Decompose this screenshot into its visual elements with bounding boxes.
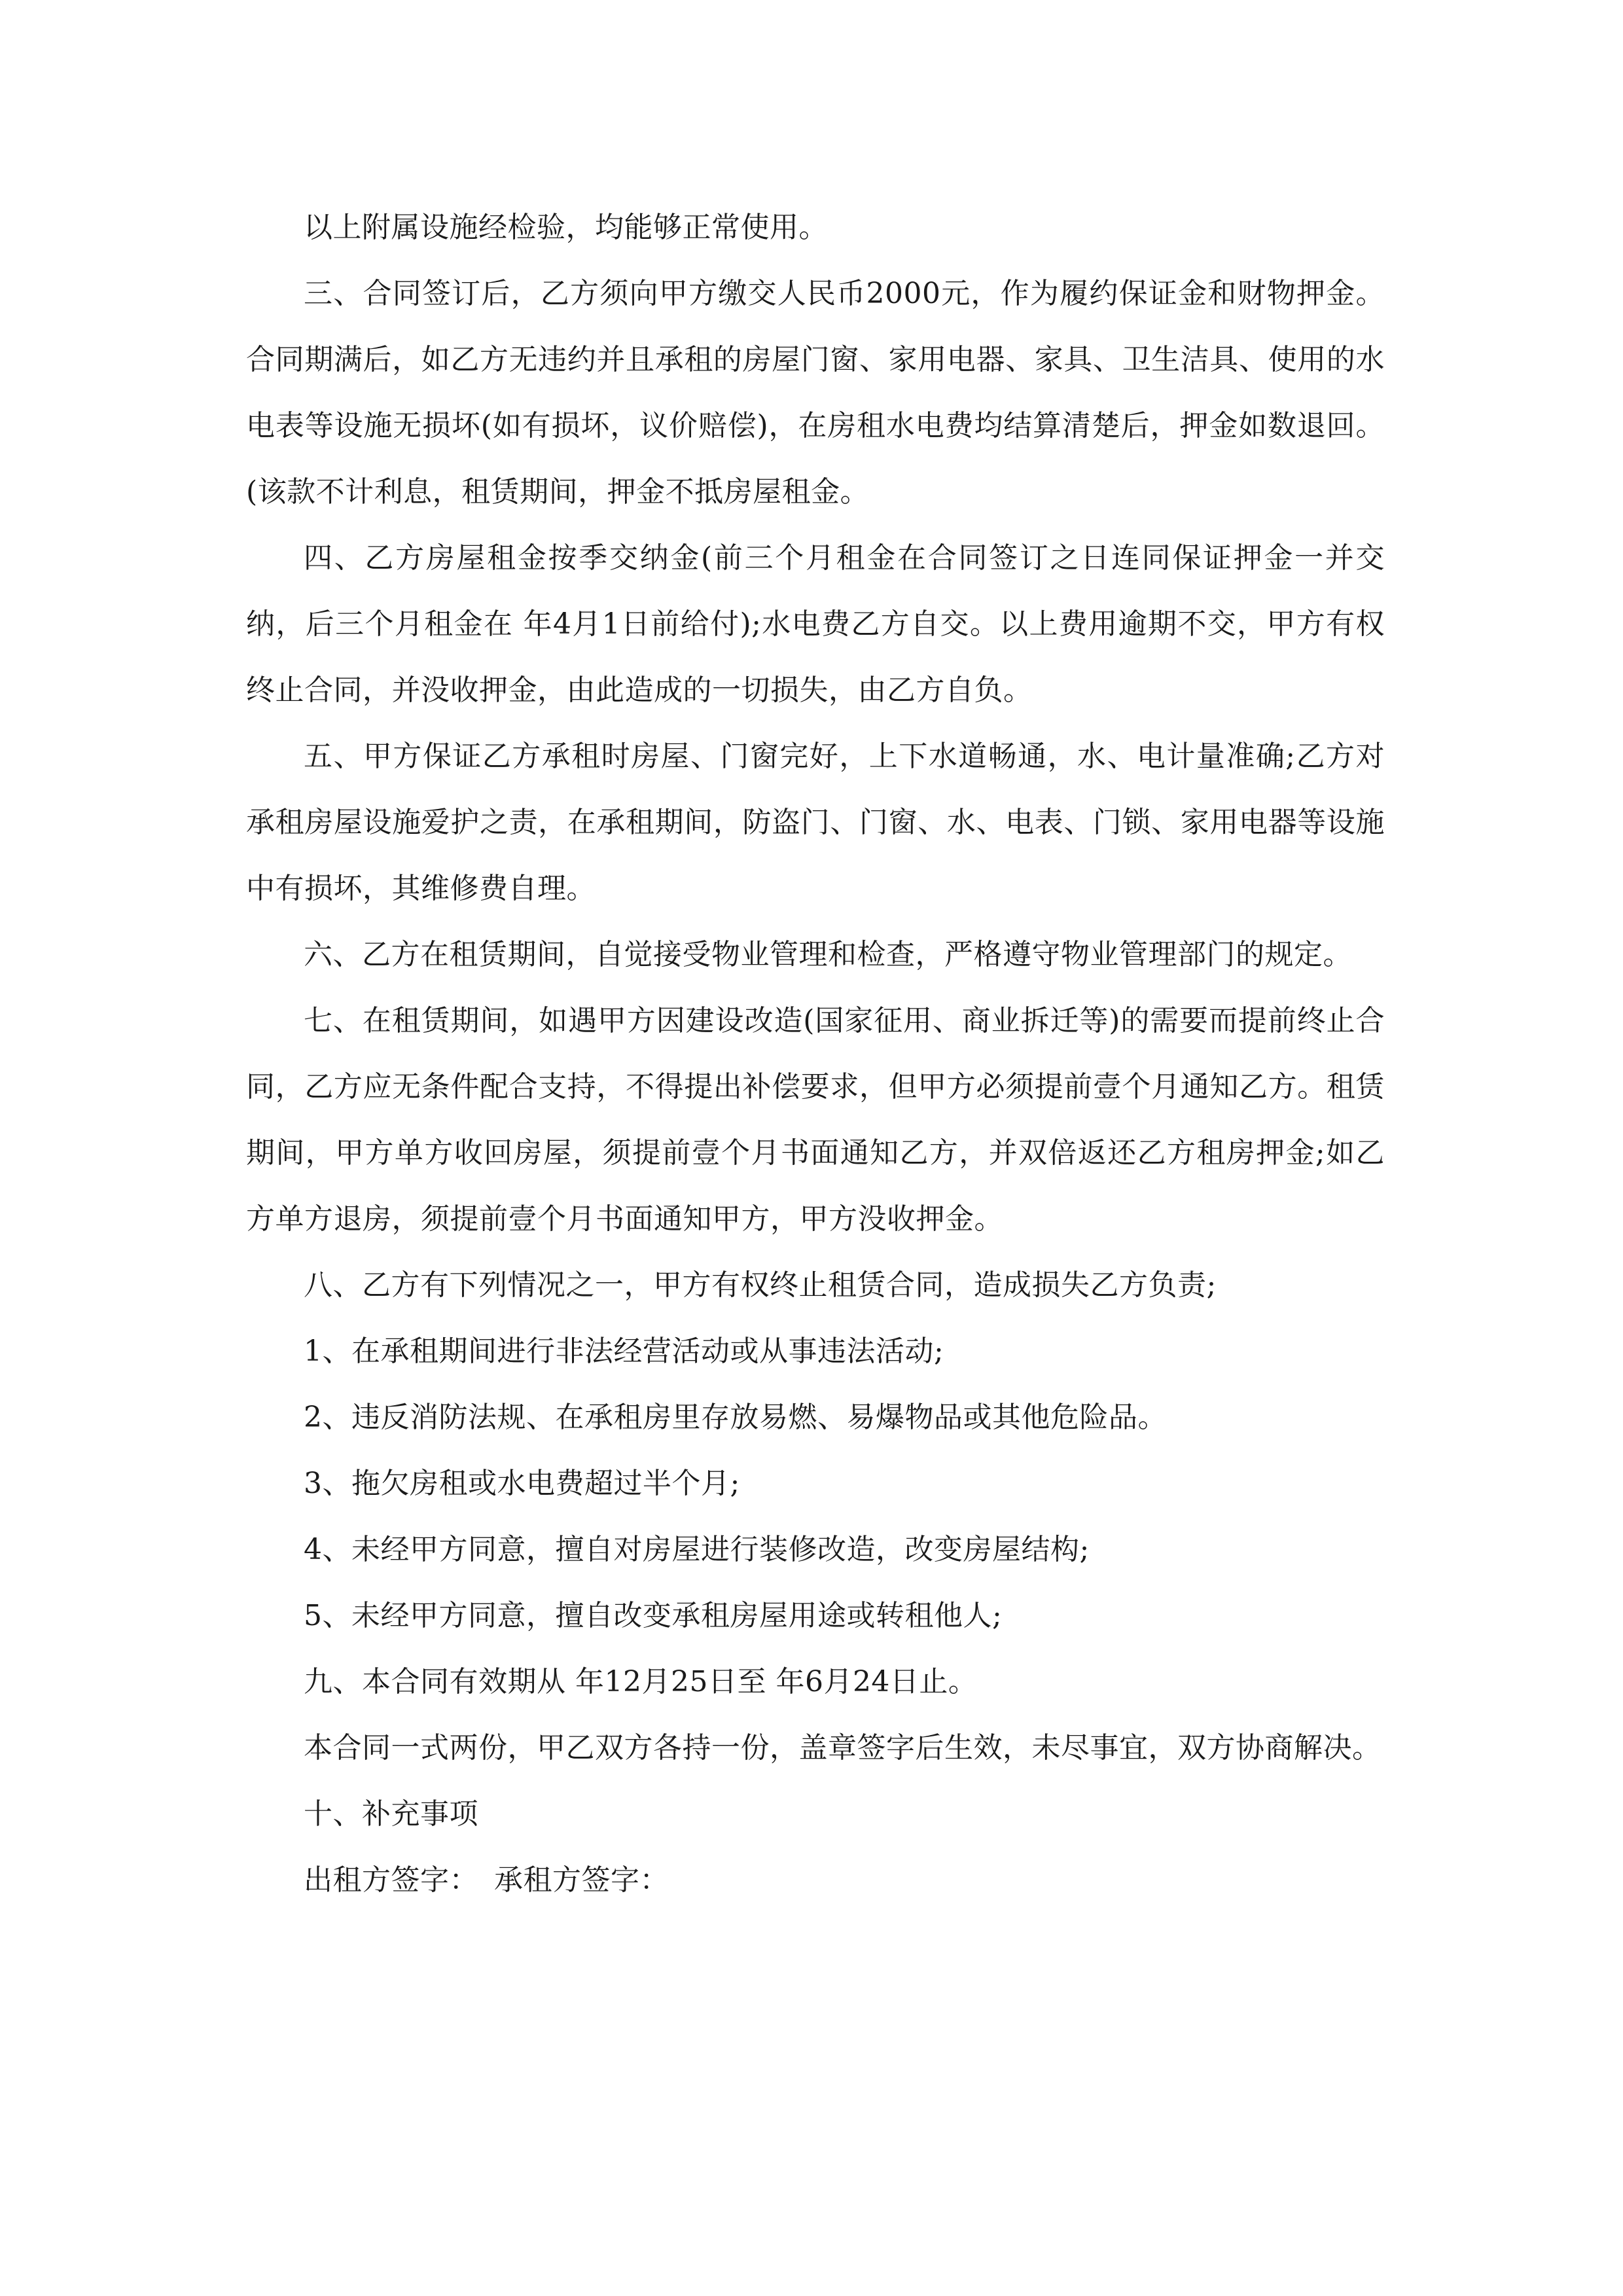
list-item-condition-5: 5、未经甲方同意，擅自改变承租房屋用途或转租他人;	[304, 1599, 1003, 1632]
list-item-condition-2: 2、违反消防法规、在承租房里存放易燃、易爆物品或其他危险品。	[304, 1401, 1167, 1434]
paragraph-clause-3-deposit: 三、合同签订后，乙方须向甲方缴交人民币2000元，作为履约保证金和财物押金。合同期满后，如乙方无违约并且承租的房屋门窗、家用电器、家具、卫生洁具、使用的水电表等设施无损坏(如有损坏，议价赔偿)，在房租水电费均结算清楚后，押金如数退回。(该款不计利息，租赁期间，押金不抵房屋租金。	[246, 277, 1385, 509]
lessor-signature-label: 出租方签字：	[304, 1863, 478, 1897]
list-item-condition-4: 4、未经甲方同意，擅自对房屋进行装修改造，改变房屋结构;	[304, 1533, 1090, 1566]
paragraph-clause-6-property-management: 六、乙方在租赁期间，自觉接受物业管理和检查，严格遵守物业管理部门的规定。	[304, 938, 1352, 971]
document-body	[246, 194, 1385, 1913]
list-item-condition-3: 3、拖欠房租或水电费超过半个月;	[304, 1467, 740, 1500]
signature-line	[246, 1847, 1385, 1913]
list-item-condition-1: 1、在承租期间进行非法经营活动或从事违法活动;	[304, 1335, 944, 1368]
paragraph-copies-statement: 本合同一式两份，甲乙双方各持一份，盖章签字后生效，未尽事宜，双方协商解决。	[304, 1731, 1382, 1765]
paragraph-clause-5-landlord-guarantee: 五、甲方保证乙方承租时房屋、门窗完好，上下水道畅通，水、电计量准确;乙方对承租房屋设施爱护之责，在承租期间，防盗门、门窗、水、电表、门锁、家用电器等设施中有损坏，其维修费自理。	[246, 740, 1385, 905]
paragraph-clause-4-rent-payment: 四、乙方房屋租金按季交纳金(前三个月租金在合同签订之日连同保证押金一并交纳，后三个月租金在 年4月1日前给付);水电费乙方自交。以上费用逾期不交，甲方有权终止合同，并没收押金，由此造成的一切损失，由乙方自负。	[246, 541, 1385, 707]
paragraph-facilities-check: 以上附属设施经检验，均能够正常使用。	[304, 211, 828, 244]
paragraph-clause-9-validity-period: 九、本合同有效期从 年12月25日至 年6月24日止。	[304, 1665, 978, 1698]
paragraph-clause-10-supplementary: 十、补充事项	[304, 1797, 478, 1831]
lessee-signature-label: 承租方签字：	[494, 1863, 669, 1897]
paragraph-clause-8-termination-conditions: 八、乙方有下列情况之一，甲方有权终止租赁合同，造成损失乙方负责;	[304, 1268, 1217, 1302]
paragraph-clause-7-early-termination: 七、在租赁期间，如遇甲方因建设改造(国家征用、商业拆迁等)的需要而提前终止合同，乙方应无条件配合支持，不得提出补偿要求，但甲方必须提前壹个月通知乙方。租赁期间，甲方单方收回房屋，须提前壹个月书面通知乙方，并双倍返还乙方租房押金;如乙方单方退房，须提前壹个月书面通知甲方，甲方没收押金。	[246, 1004, 1385, 1236]
